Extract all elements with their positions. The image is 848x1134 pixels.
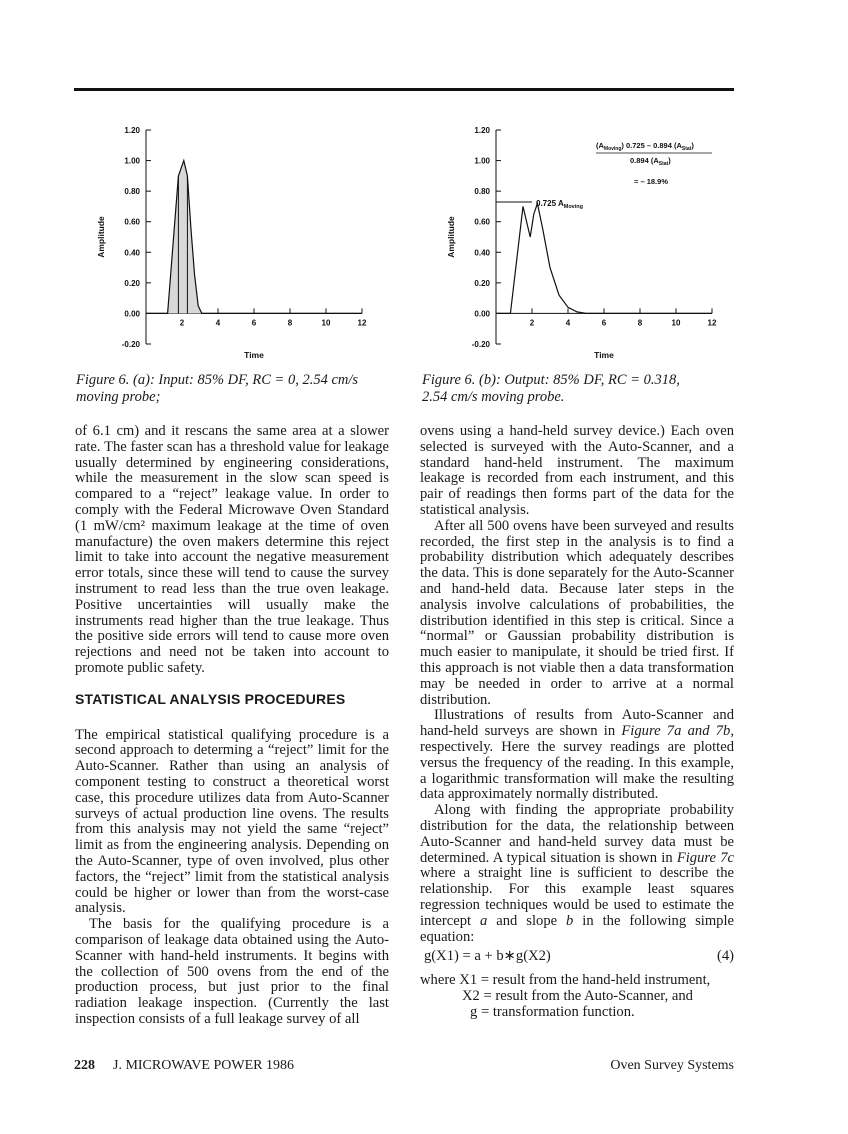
var-b: b bbox=[566, 912, 574, 929]
fig-a-y-tick-label: -0.20 bbox=[121, 340, 140, 349]
formula-result: = – 18.9% bbox=[634, 177, 668, 186]
equation-4 bbox=[424, 949, 734, 965]
p3-text-a: Illustrations of results from Auto-Scanner and hand-held surveys are shown in bbox=[420, 707, 734, 740]
journal-title: J. MICROWAVE POWER 1986 bbox=[113, 1058, 294, 1073]
figure-6b-chart bbox=[440, 112, 770, 372]
figure-7ab-ref: Figure 7a and 7b, bbox=[621, 723, 734, 740]
p3-text-b: respectively. Here the survey readings are plotted versus the frequency of the reading. In this example, a logarithmic transformation will make the resulting data approximately normally distributed. bbox=[420, 738, 734, 803]
figure-6a-caption-line2: moving probe; bbox=[76, 389, 161, 405]
fig-a-y-tick-label: 0.20 bbox=[124, 278, 140, 288]
fig-a-x-tick-label: 12 bbox=[357, 318, 367, 328]
left-paragraph-1: of 6.1 cm) and it rescans the same area at a slower rate. The faster scan has a threshold value for leakage usually determined by engineering considerations, while the measurement in the slow scan speed is compared to a “reject” leakage value. In order to comply with the Federal Microwave Oven Standard (1 mW/cm² maximum leakage at the time of oven manufacture) the oven makers determine this reject limit to take into account the negative measurement error totals, since these will tend to cause the survey instrument to read less than the true oven leakage. Positive uncertainties will usually make the instruments read higher than the true leakage. Thus the positive side errors will tend to cause more oven rejections and need not be taken into account to promote public safety. bbox=[75, 423, 389, 676]
figure-6b-caption-line1: Figure 6. (b): Output: 85% DF, RC = 0.318, bbox=[422, 372, 680, 388]
fig-b-xlabel: Time bbox=[594, 350, 614, 360]
fig-a-x-tick-label: 6 bbox=[251, 318, 257, 328]
fig-b-series-line bbox=[496, 203, 712, 313]
fig-b-y-tick-label: 0.60 bbox=[474, 217, 490, 227]
right-paragraph-2: After all 500 ovens have been surveyed and results recorded, the first step in the analysis is to find a probability distribution which adequately describes the data. This is done separately for the Auto-Scanner and hand-held data. Because later steps in the analysis involve calculations of probabilities, the distribution identified in this step is critical. Since a “normal” or Gaussian probability distribution is much easier to manipulate, it should be tried first. If this approach is not viable then a data transformation may be needed in order to arrive at a normal distribution. bbox=[420, 517, 734, 708]
fig-a-y-tick-label: 0.60 bbox=[124, 217, 140, 227]
right-paragraph-3 bbox=[420, 708, 734, 803]
fig-b-x-tick-label: 8 bbox=[637, 318, 643, 328]
fig-a-x-tick-label: 8 bbox=[287, 318, 293, 328]
right-paragraph-1: ovens using a hand-held survey device.) Each oven selected is surveyed with the Auto-Scanner, and a standard hand-held instrument. The maximum leakage is recorded from each instrument, and this pair of readings then forms part of the data for the statistical analysis. bbox=[420, 423, 734, 518]
fig-b-x-tick-label: 6 bbox=[601, 318, 607, 328]
footer-left bbox=[74, 1058, 294, 1074]
fig-b-y-tick-label: 0.40 bbox=[474, 248, 490, 258]
figure-6a bbox=[90, 112, 420, 372]
figure-6b-caption bbox=[422, 372, 680, 406]
fig-a-x-tick-label: 4 bbox=[215, 318, 221, 328]
formula-denominator: 0.894 $(A_{Stat})$ bbox=[630, 156, 671, 167]
p4-text-d: in the following simple equation: bbox=[420, 912, 734, 945]
page-footer bbox=[74, 1058, 734, 1074]
right-column bbox=[420, 424, 734, 1020]
fig-a-y-tick-label: 1.20 bbox=[124, 126, 140, 135]
fig-b-y-tick-label: 1.00 bbox=[474, 156, 490, 166]
left-paragraph-2: The empirical statistical qualifying procedure is a second approach to determing a “reject” limit for the Auto-Scanner. Rather than using an analysis of component testing to construct a theoretical worst case, this procedure utilizes data from Auto-Scanner surveys of actual production line ovens. The results from this analysis may not yield the same “reject” limit as from the engineering analysis. Depending on the Auto-Scanner, type of oven involved, plus other factors, the “reject” limit from the statistical analysis could be higher or lower than from the worst-case analysis. bbox=[75, 726, 389, 917]
section-title: Oven Survey Systems bbox=[610, 1058, 734, 1073]
right-paragraph-4 bbox=[420, 803, 734, 945]
where-line-2: X2 = result from the Auto-Scanner, and bbox=[462, 987, 693, 1004]
figure-6a-chart bbox=[90, 112, 420, 372]
equation-text: g(X1) = a + b∗g(X2) bbox=[424, 948, 551, 965]
fig-a-ylabel: Amplitude bbox=[96, 216, 106, 258]
figure-6b-caption-line2: 2.54 cm/s moving probe. bbox=[422, 389, 565, 405]
equation-number: (4) bbox=[716, 948, 734, 965]
fig-a-y-tick-label: 0.40 bbox=[124, 248, 140, 258]
fig-a-xlabel: Time bbox=[244, 350, 264, 360]
left-paragraph-3: The basis for the qualifying procedure is a comparison of leakage data obtained using the Auto-Scanner with hand-held instruments. It begins with the collection of 500 ovens from the end of the production process, but just prior to the final radiation leakage inspection. (Currently the last inspection consists of a full leakage survey of all bbox=[75, 916, 389, 1027]
figure-6b bbox=[440, 112, 770, 372]
figure-6a-caption-line1: Figure 6. (a): Input: 85% DF, RC = 0, 2.54 cm/s bbox=[76, 372, 359, 388]
fig-b-y-tick-label: -0.20 bbox=[471, 340, 490, 349]
fig-a-y-tick-label: 1.00 bbox=[124, 156, 140, 166]
page-number: 228 bbox=[74, 1058, 95, 1073]
fig-a-y-tick-label: 0.00 bbox=[124, 309, 140, 319]
fig-b-y-tick-label: 1.20 bbox=[474, 126, 490, 135]
fig-a-y-tick-label: 0.80 bbox=[124, 187, 140, 197]
var-a: a bbox=[480, 912, 488, 929]
header-rule bbox=[74, 88, 734, 91]
fig-b-ylabel: Amplitude bbox=[446, 216, 456, 258]
p4-text-c: and slope bbox=[487, 912, 567, 929]
fig-a-x-tick-label: 2 bbox=[179, 318, 185, 328]
fig-b-y-tick-label: 0.80 bbox=[474, 187, 490, 197]
left-column bbox=[75, 424, 389, 1028]
p4-text-b: where a straight line is sufficient to describe the relationship. For this example least squares regression techniques would be used to estimate the intercept bbox=[420, 865, 734, 929]
fig-b-x-tick-label: 4 bbox=[565, 318, 571, 328]
section-heading: STATISTICAL ANALYSIS PROCEDURES bbox=[75, 690, 346, 707]
peak-label: 0.725 $A_{Moving}$ bbox=[536, 199, 583, 210]
where-line-3: g = transformation function. bbox=[470, 1003, 635, 1020]
formula-numerator: $(A_{Moving})$ 0.725 – 0.894 $(A_{Stat})$ bbox=[596, 141, 694, 152]
fig-a-x-tick-label: 10 bbox=[321, 318, 331, 328]
fig-b-x-tick-label: 12 bbox=[707, 318, 717, 328]
fig-b-x-tick-label: 10 bbox=[671, 318, 681, 328]
fig-b-y-tick-label: 0.20 bbox=[474, 278, 490, 288]
fig-b-y-tick-label: 0.00 bbox=[474, 309, 490, 319]
where-line-1: where X1 = result from the hand-held instrument, bbox=[420, 972, 711, 989]
fig-b-x-tick-label: 2 bbox=[529, 318, 535, 328]
figure-7c-ref: Figure 7c bbox=[676, 849, 734, 866]
figure-6a-caption bbox=[76, 372, 358, 406]
p4-text-a: Along with finding the appropriate probability distribution for the data, the relationship between Auto-Scanner and hand-held survey data must be determined. A typical situation is shown in bbox=[420, 802, 734, 866]
